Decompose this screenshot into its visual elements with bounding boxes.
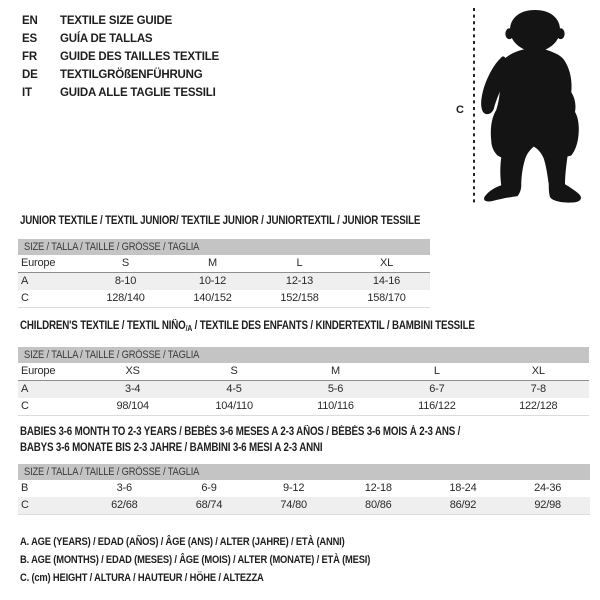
footnote-a-text: A. AGE (YEARS) / EDAD (AÑOS) / ÂGE (ANS) / ALTER (JAHRE) / ETÀ (ANNI) bbox=[20, 536, 345, 548]
value-cell: 104/110 bbox=[215, 400, 253, 412]
language-header bbox=[22, 12, 219, 102]
children-europe-row bbox=[18, 363, 589, 381]
value-cell: 9-12 bbox=[283, 482, 305, 494]
babies-size-table bbox=[18, 480, 590, 515]
language-row-de bbox=[22, 66, 219, 84]
size-cell: L bbox=[256, 255, 343, 273]
height-marker-label: C bbox=[456, 104, 464, 116]
junior-size-header-bar bbox=[18, 239, 430, 255]
region-label-cell: Europe bbox=[18, 255, 82, 273]
junior-section-title-text: JUNIOR TEXTILE / TEXTIL JUNIOR/ TEXTILE JUNIOR / JUNIORTEXTIL / JUNIOR TESSILE bbox=[20, 215, 421, 227]
language-row-en bbox=[22, 12, 219, 30]
babies-size-header-bar bbox=[18, 464, 590, 480]
footnote-c-text: C. (cm) HEIGHT / ALTURA / HAUTEUR / HÖHE / ALTEZZA bbox=[20, 572, 264, 584]
junior-textile-section bbox=[18, 215, 430, 308]
size-cell: XL bbox=[488, 363, 589, 381]
value-cell: 68/74 bbox=[195, 499, 223, 511]
junior-section-title bbox=[20, 215, 430, 227]
value-cell: 116/122 bbox=[418, 400, 456, 412]
baby-silhouette bbox=[450, 6, 600, 208]
value-cell: 98/104 bbox=[116, 400, 149, 412]
junior-europe-row bbox=[18, 255, 430, 273]
language-code: EN bbox=[22, 15, 38, 27]
junior-size-header-text: SIZE / TALLA / TAILLE / GRÖSSE / TAGLIA bbox=[24, 241, 200, 253]
value-cell: 3-4 bbox=[125, 383, 141, 395]
babies-height-row bbox=[18, 497, 590, 515]
value-cell: 92/98 bbox=[534, 499, 561, 511]
language-label: TEXTILE SIZE GUIDE bbox=[60, 15, 173, 27]
children-section-title bbox=[20, 320, 589, 335]
value-cell: 74/80 bbox=[280, 499, 307, 511]
language-code: DE bbox=[22, 69, 38, 81]
row-key-cell: C bbox=[21, 499, 29, 511]
babies-section-title bbox=[20, 424, 590, 456]
value-cell: 158/170 bbox=[367, 292, 406, 304]
footnotes bbox=[20, 533, 432, 587]
value-cell: 140/152 bbox=[193, 292, 232, 304]
value-cell: 86/92 bbox=[449, 499, 477, 511]
footnote-b bbox=[20, 551, 432, 569]
value-cell: 12-13 bbox=[285, 275, 314, 287]
language-label: GUÍA DE TALLAS bbox=[60, 33, 153, 45]
children-size-table bbox=[18, 363, 589, 416]
children-age-row bbox=[18, 381, 589, 399]
value-cell: 5-6 bbox=[327, 383, 344, 395]
babies-title-line1: BABIES 3-6 MONTH TO 2-3 YEARS / BEBÉS 3-6 MESES A 2-3 AÑOS / BÉBÉS 3-6 MOIS À 2-3 ANS / bbox=[20, 426, 461, 438]
value-cell: 128/140 bbox=[106, 292, 145, 304]
value-cell: 62/68 bbox=[111, 499, 138, 511]
row-key-cell: A bbox=[21, 383, 29, 395]
junior-age-row bbox=[18, 273, 430, 291]
junior-height-row bbox=[18, 290, 430, 308]
baby-figure bbox=[450, 6, 600, 208]
region-label-cell: Europe bbox=[18, 363, 82, 381]
children-title-prefix: CHILDREN'S TEXTILE / TEXTIL NIÑO bbox=[20, 320, 186, 332]
row-key-cell: C bbox=[21, 292, 29, 304]
language-row-it bbox=[22, 84, 219, 102]
children-title-subscript: /A bbox=[185, 324, 193, 333]
value-cell: 4-5 bbox=[226, 383, 242, 395]
babies-age-row bbox=[18, 480, 590, 497]
value-cell: 10-12 bbox=[198, 275, 227, 287]
value-cell: 18-24 bbox=[449, 482, 477, 494]
footnote-b-text: B. AGE (MONTHS) / EDAD (MESES) / ÂGE (MOIS) / ALTER (MONATE) / ETÀ (MESI) bbox=[20, 554, 371, 566]
children-size-header-text: SIZE / TALLA / TAILLE / GRÖSSE / TAGLIA bbox=[24, 349, 200, 361]
size-cell: M bbox=[169, 255, 256, 273]
size-cell: S bbox=[183, 363, 284, 381]
children-title-suffix: / TEXTILE DES ENFANTS / KINDERTEXTIL / BAMBINI TESSILE bbox=[192, 320, 475, 332]
value-cell: 6-7 bbox=[429, 383, 445, 395]
footnote-a bbox=[20, 533, 432, 551]
children-textile-section bbox=[18, 320, 589, 416]
size-cell: M bbox=[285, 363, 386, 381]
size-cell: XL bbox=[343, 255, 430, 273]
value-cell: 122/128 bbox=[519, 400, 558, 412]
value-cell: 152/158 bbox=[280, 292, 319, 304]
language-code: FR bbox=[22, 51, 37, 63]
language-label: GUIDE DES TAILLES TEXTILE bbox=[60, 51, 219, 63]
value-cell: 14-16 bbox=[372, 275, 401, 287]
value-cell: 110/116 bbox=[317, 400, 354, 412]
value-cell: 6-9 bbox=[201, 482, 217, 494]
value-cell: 8-10 bbox=[114, 275, 137, 287]
language-row-fr bbox=[22, 48, 219, 66]
language-code: ES bbox=[22, 33, 37, 45]
value-cell: 24-36 bbox=[534, 482, 562, 494]
junior-size-table bbox=[18, 255, 430, 308]
children-section-title-text bbox=[20, 320, 475, 335]
row-key-cell: C bbox=[21, 400, 29, 412]
size-cell: L bbox=[386, 363, 487, 381]
footnote-c bbox=[20, 569, 432, 587]
children-size-header-bar bbox=[18, 347, 589, 363]
row-key-cell: A bbox=[21, 275, 29, 287]
size-cell: XS bbox=[82, 363, 183, 381]
language-row-es bbox=[22, 30, 219, 48]
language-code: IT bbox=[22, 87, 32, 99]
language-label: TEXTILGRÖßENFÜHRUNG bbox=[60, 69, 203, 81]
babies-textile-section bbox=[18, 424, 590, 515]
value-cell: 12-18 bbox=[364, 482, 392, 494]
value-cell: 80/86 bbox=[365, 499, 392, 511]
babies-size-header-text: SIZE / TALLA / TAILLE / GRÖSSE / TAGLIA bbox=[24, 466, 200, 478]
babies-title-line2: BABYS 3-6 MONATE BIS 2-3 JAHRE / BAMBINI 3-6 MESI A 2-3 ANNI bbox=[20, 442, 323, 454]
language-label: GUIDA ALLE TAGLIE TESSILI bbox=[60, 87, 216, 99]
value-cell: 7-8 bbox=[530, 383, 546, 395]
row-key-cell: B bbox=[21, 482, 29, 494]
size-cell: S bbox=[82, 255, 169, 273]
value-cell: 3-6 bbox=[116, 482, 132, 494]
children-height-row bbox=[18, 398, 589, 416]
